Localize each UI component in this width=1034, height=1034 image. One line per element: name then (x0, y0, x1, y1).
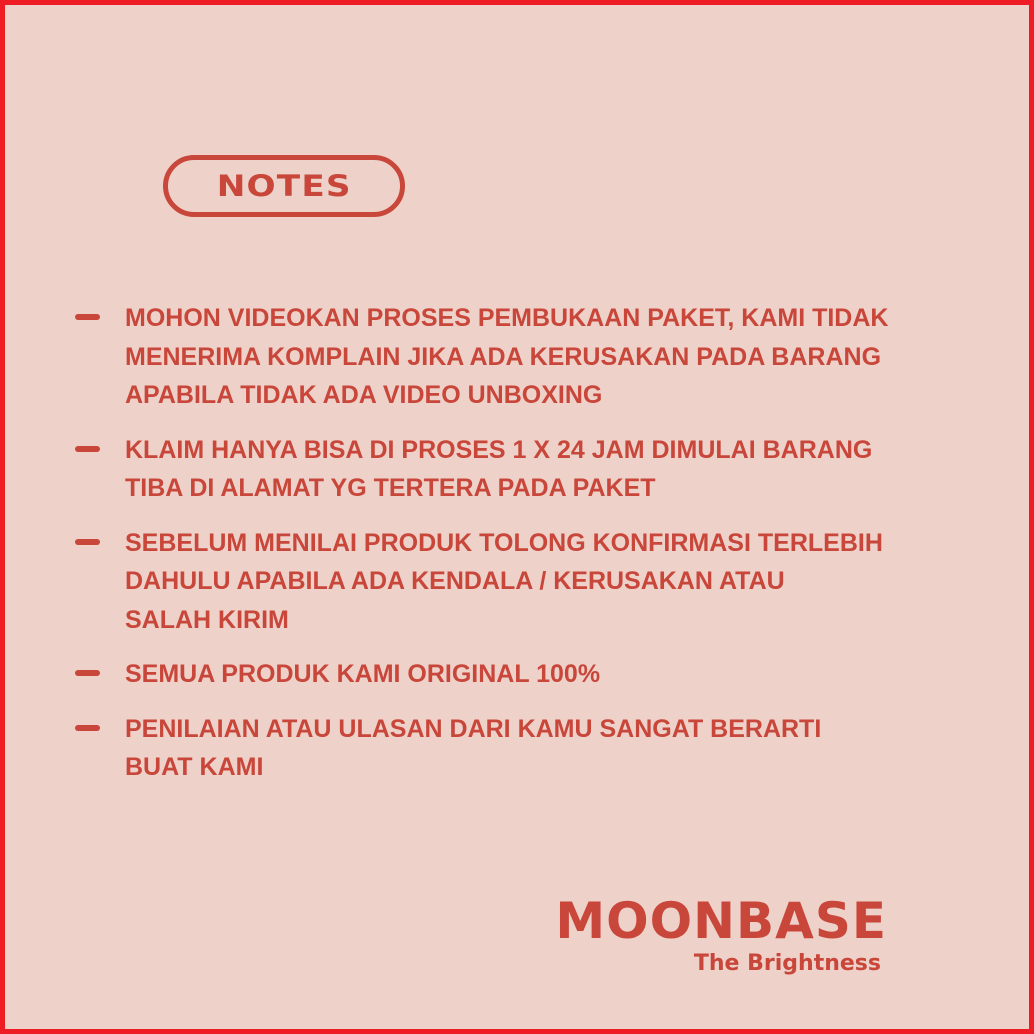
notes-badge-label: NOTES (216, 169, 352, 203)
notes-list (75, 299, 975, 803)
dash-bullet-icon (75, 314, 100, 320)
note-text: MOHON VIDEOKAN PROSES PEMBUKAAN PAKET, KAMI TIDAK MENERIMA KOMPLAIN JIKA ADA KERUSAKAN PADA BARANG APABILA TIDAK ADA VIDEO UNBOXING (125, 304, 889, 409)
brand-logo (555, 891, 887, 977)
note-item (75, 710, 975, 787)
brand-tagline: The Brightness (693, 951, 881, 976)
dash-bullet-icon (75, 539, 100, 545)
dash-bullet-icon (75, 725, 100, 731)
note-text: PENILAIAN ATAU ULASAN DARI KAMU SANGAT BERARTI BUAT KAMI (125, 714, 822, 781)
dash-bullet-icon (75, 670, 100, 676)
note-item (75, 655, 975, 694)
notes-badge (163, 155, 405, 217)
brand-name: MOONBASE (555, 892, 887, 950)
dash-bullet-icon (75, 446, 100, 452)
note-item (75, 524, 975, 640)
note-item (75, 299, 975, 415)
note-text: SEMUA PRODUK KAMI ORIGINAL 100% (125, 660, 601, 688)
note-text: SEBELUM MENILAI PRODUK TOLONG KONFIRMASI TERLEBIH DAHULU APABILA ADA KENDALA / KERUSAKAN ATAU SALAH KIRIM (125, 528, 883, 634)
note-item (75, 431, 975, 508)
note-text: KLAIM HANYA BISA DI PROSES 1 X 24 JAM DIMULAI BARANG TIBA DI ALAMAT YG TERTERA PADA PAKET (125, 435, 873, 502)
